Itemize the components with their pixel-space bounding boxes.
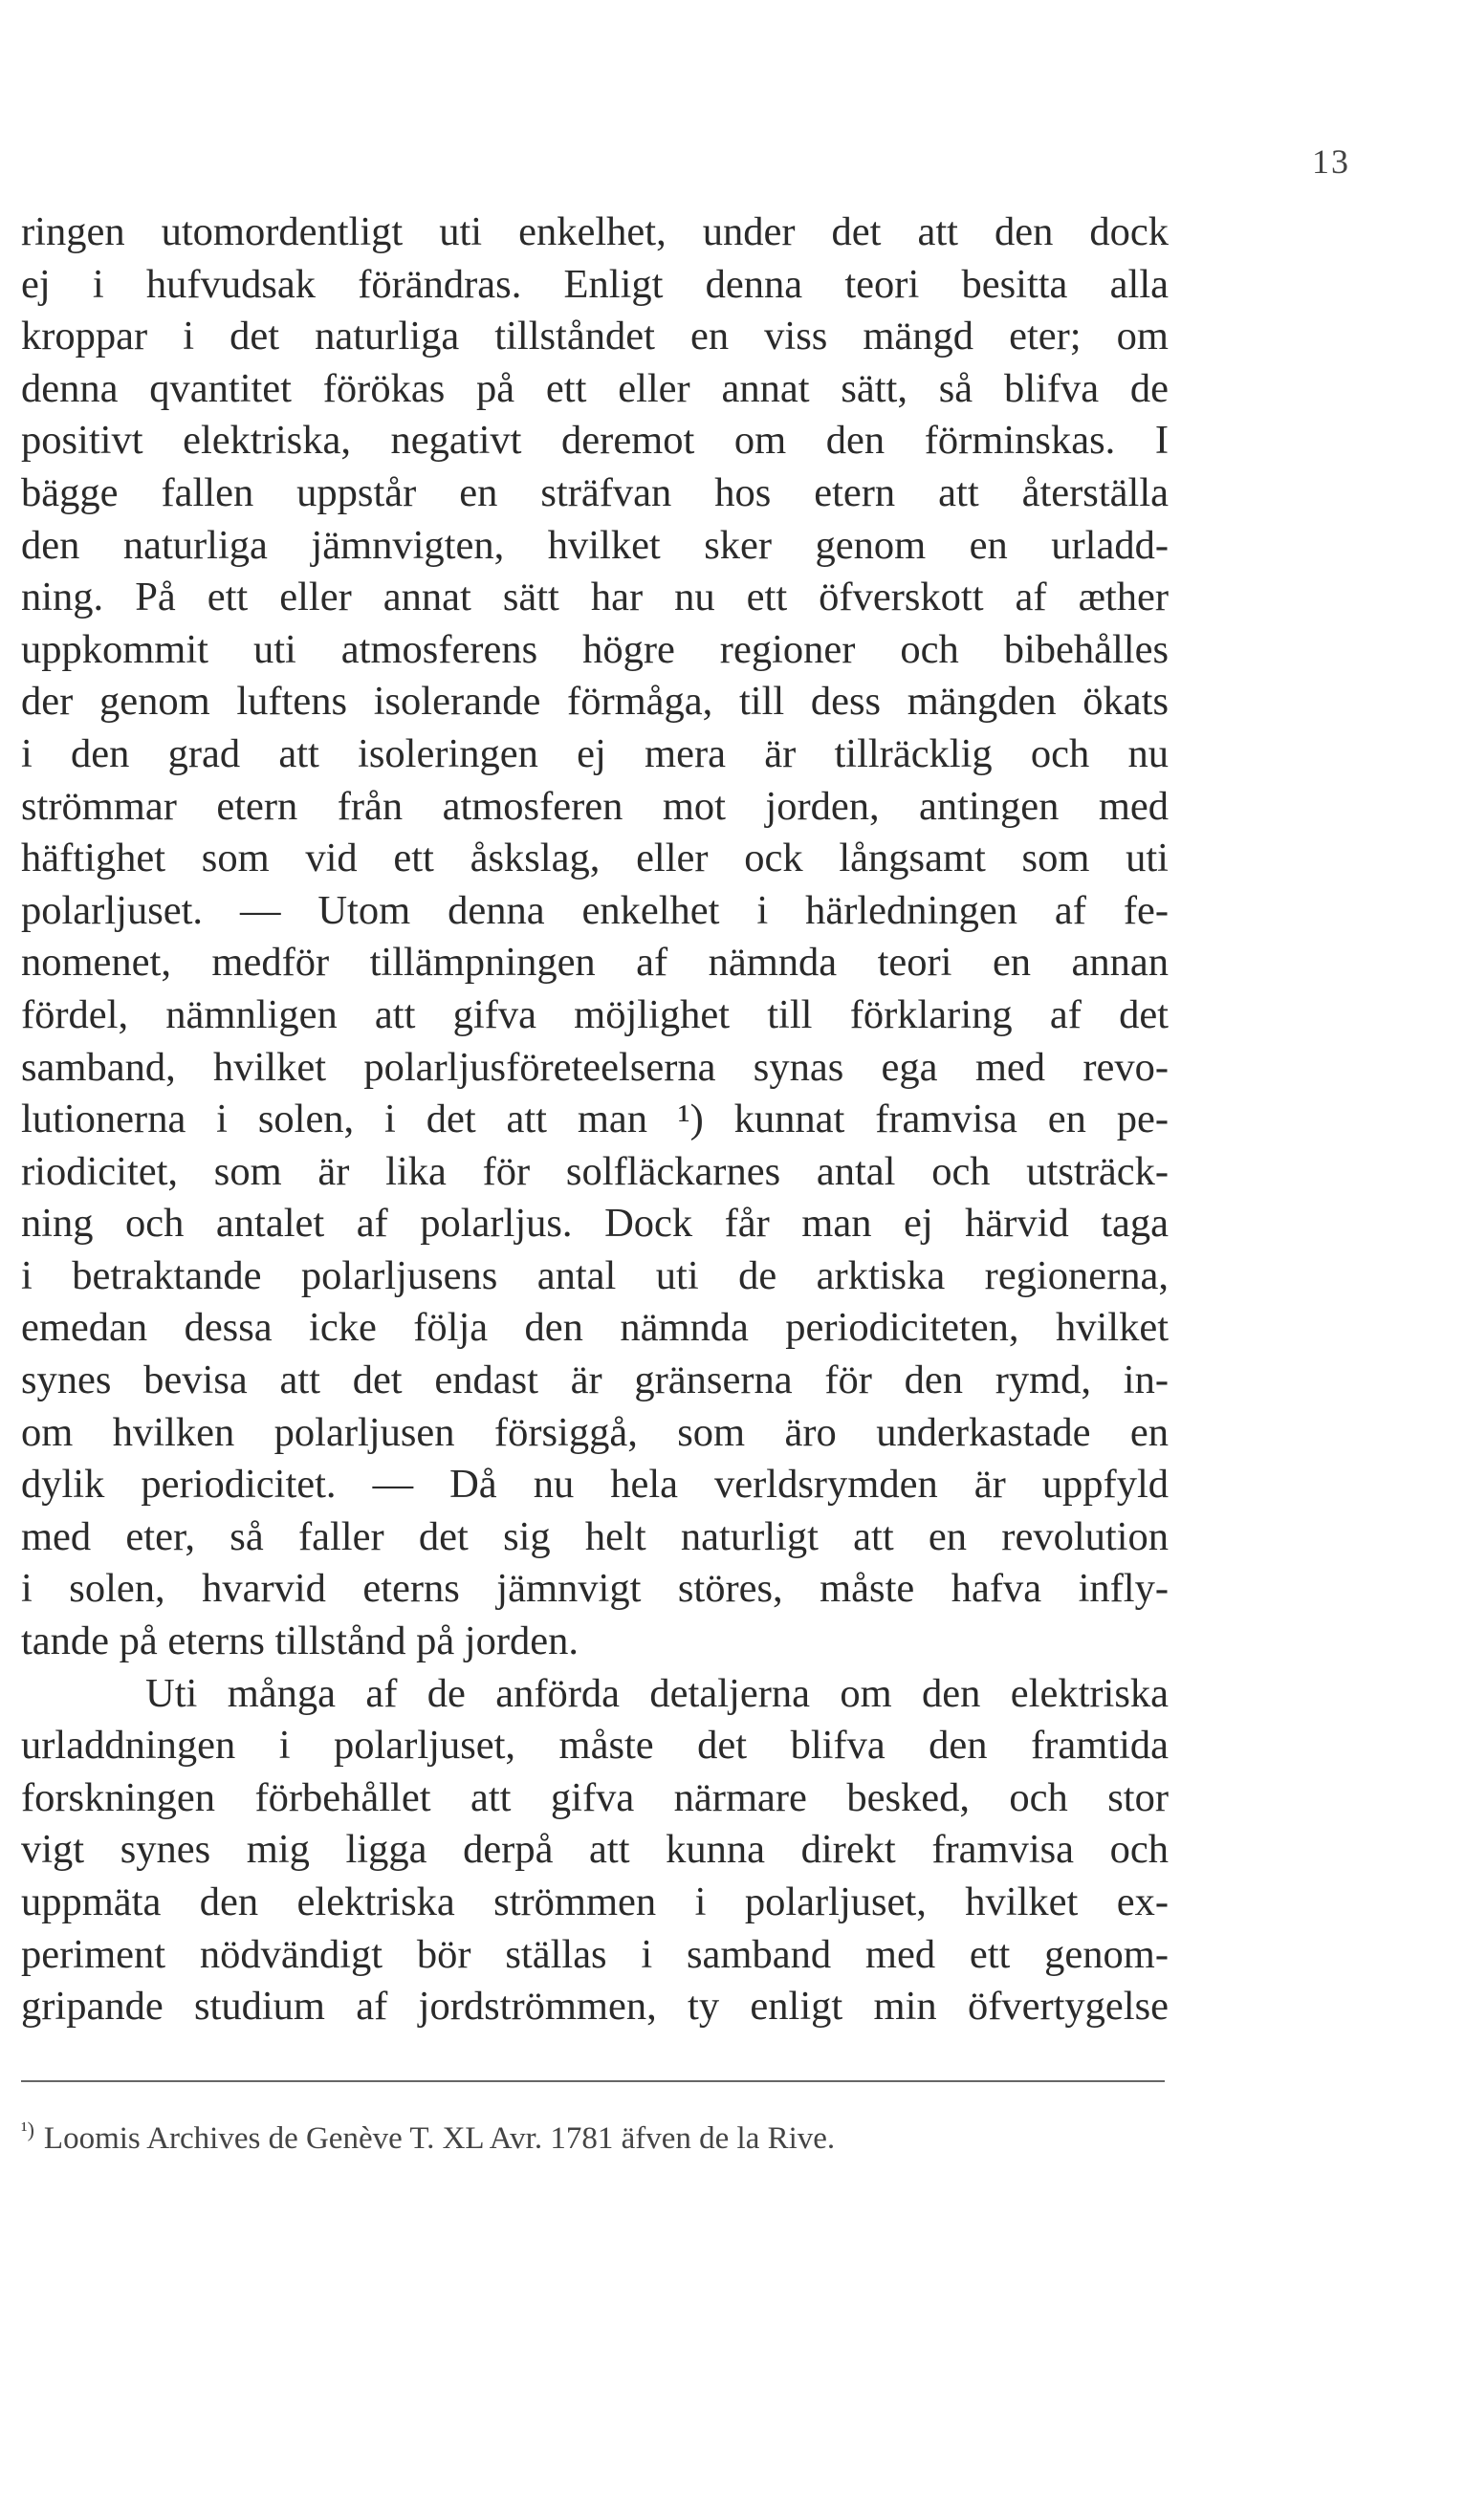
- text-line: ning. På ett eller annat sätt har nu ett öfverskott af æther: [21, 575, 1169, 620]
- text-line: häftighet som vid ett åskslag, eller ock långsamt som uti: [21, 836, 1169, 881]
- text-line: urladdningen i polarljuset, måste det blifva den framtida: [21, 1723, 1169, 1769]
- footnote-divider: [21, 2080, 1165, 2082]
- text-line: polarljuset. — Utom denna enkelhet i härledningen af fe-: [21, 887, 1169, 933]
- footnote: [21, 2111, 1165, 2158]
- body-text: [21, 206, 1169, 2033]
- text-line: riodicitet, som är lika för solfläckarnes antal och utsträck-: [21, 1148, 1169, 1194]
- text-line: synes bevisa att det endast är gränserna för den rymd, in-: [21, 1358, 1169, 1403]
- text-line: ej i hufvudsak förändras. Enligt denna teori besitta alla: [21, 261, 1169, 307]
- text-line: vigt synes mig ligga derpå att kunna direkt framvisa och: [21, 1827, 1169, 1873]
- text-line: kroppar i det naturliga tillståndet en viss mängd eter; om: [21, 314, 1169, 359]
- text-line: Uti många af de anförda detaljerna om den elektriska: [145, 1670, 1169, 1716]
- text-line: der genom luftens isolerande förmåga, till dess mängden ökats: [21, 679, 1169, 725]
- text-line: ringen utomordentligt uti enkelhet, under det att den dock: [21, 209, 1169, 254]
- text-line: uppkommit uti atmosferens högre regioner och bibehålles: [21, 626, 1169, 672]
- text-line: emedan dessa icke följa den nämnda periodiciteten, hvilket: [21, 1305, 1169, 1351]
- text-line: i solen, hvarvid eterns jämnvigt störes, måste hafva infly-: [21, 1566, 1169, 1612]
- text-line: om hvilken polarljusen försiggå, som äro underkastade en: [21, 1409, 1169, 1455]
- text-line: dylik periodicitet. — Då nu hela verldsrymden är uppfyld: [21, 1462, 1169, 1508]
- text-line: lutionerna i solen, i det att man ¹) kunnat framvisa en pe-: [21, 1097, 1169, 1142]
- text-line: forskningen förbehållet att gifva närmare besked, och stor: [21, 1774, 1169, 1820]
- text-line: denna qvantitet förökas på ett eller annat sätt, så blifva de: [21, 365, 1169, 411]
- text-line: med eter, så faller det sig helt naturligt att en revolution: [21, 1513, 1169, 1559]
- footnote-marker: ¹): [21, 2118, 34, 2141]
- text-line: uppmäta den elektriska strömmen i polarljuset, hvilket ex-: [21, 1879, 1169, 1924]
- text-line: den naturliga jämnvigten, hvilket sker genom en urladd-: [21, 522, 1169, 568]
- text-line: i betraktande polarljusens antal uti de arktiska regionerna,: [21, 1252, 1169, 1298]
- text-line: positivt elektriska, negativt deremot om den förminskas. I: [21, 418, 1169, 464]
- text-line: periment nödvändigt bör ställas i samband med ett genom-: [21, 1931, 1169, 1977]
- text-line: samband, hvilket polarljusföreteelserna synas ega med revo-: [21, 1044, 1169, 1090]
- text-line: nomenet, medför tillämpningen af nämnda teori en annan: [21, 940, 1169, 986]
- page-number: 13: [1312, 142, 1350, 181]
- text-line: tande på eterns tillstånd på jorden.: [21, 1618, 579, 1664]
- footnote-text: Loomis Archives de Genève T. XL Avr. 1781 äfven de la Rive.: [43, 2121, 836, 2156]
- text-line: gripande studium af jordströmmen, ty enligt min öfvertygelse: [21, 1984, 1169, 2030]
- text-line: i den grad att isoleringen ej mera är tillräcklig och nu: [21, 730, 1169, 776]
- text-line: fördel, nämnligen att gifva möjlighet till förklaring af det: [21, 991, 1169, 1037]
- text-line: strömmar etern från atmosferen mot jorden, antingen med: [21, 783, 1169, 829]
- text-line: ning och antalet af polarljus. Dock får man ej härvid taga: [21, 1201, 1169, 1247]
- text-line: bägge fallen uppstår en sträfvan hos etern att återställa: [21, 469, 1169, 515]
